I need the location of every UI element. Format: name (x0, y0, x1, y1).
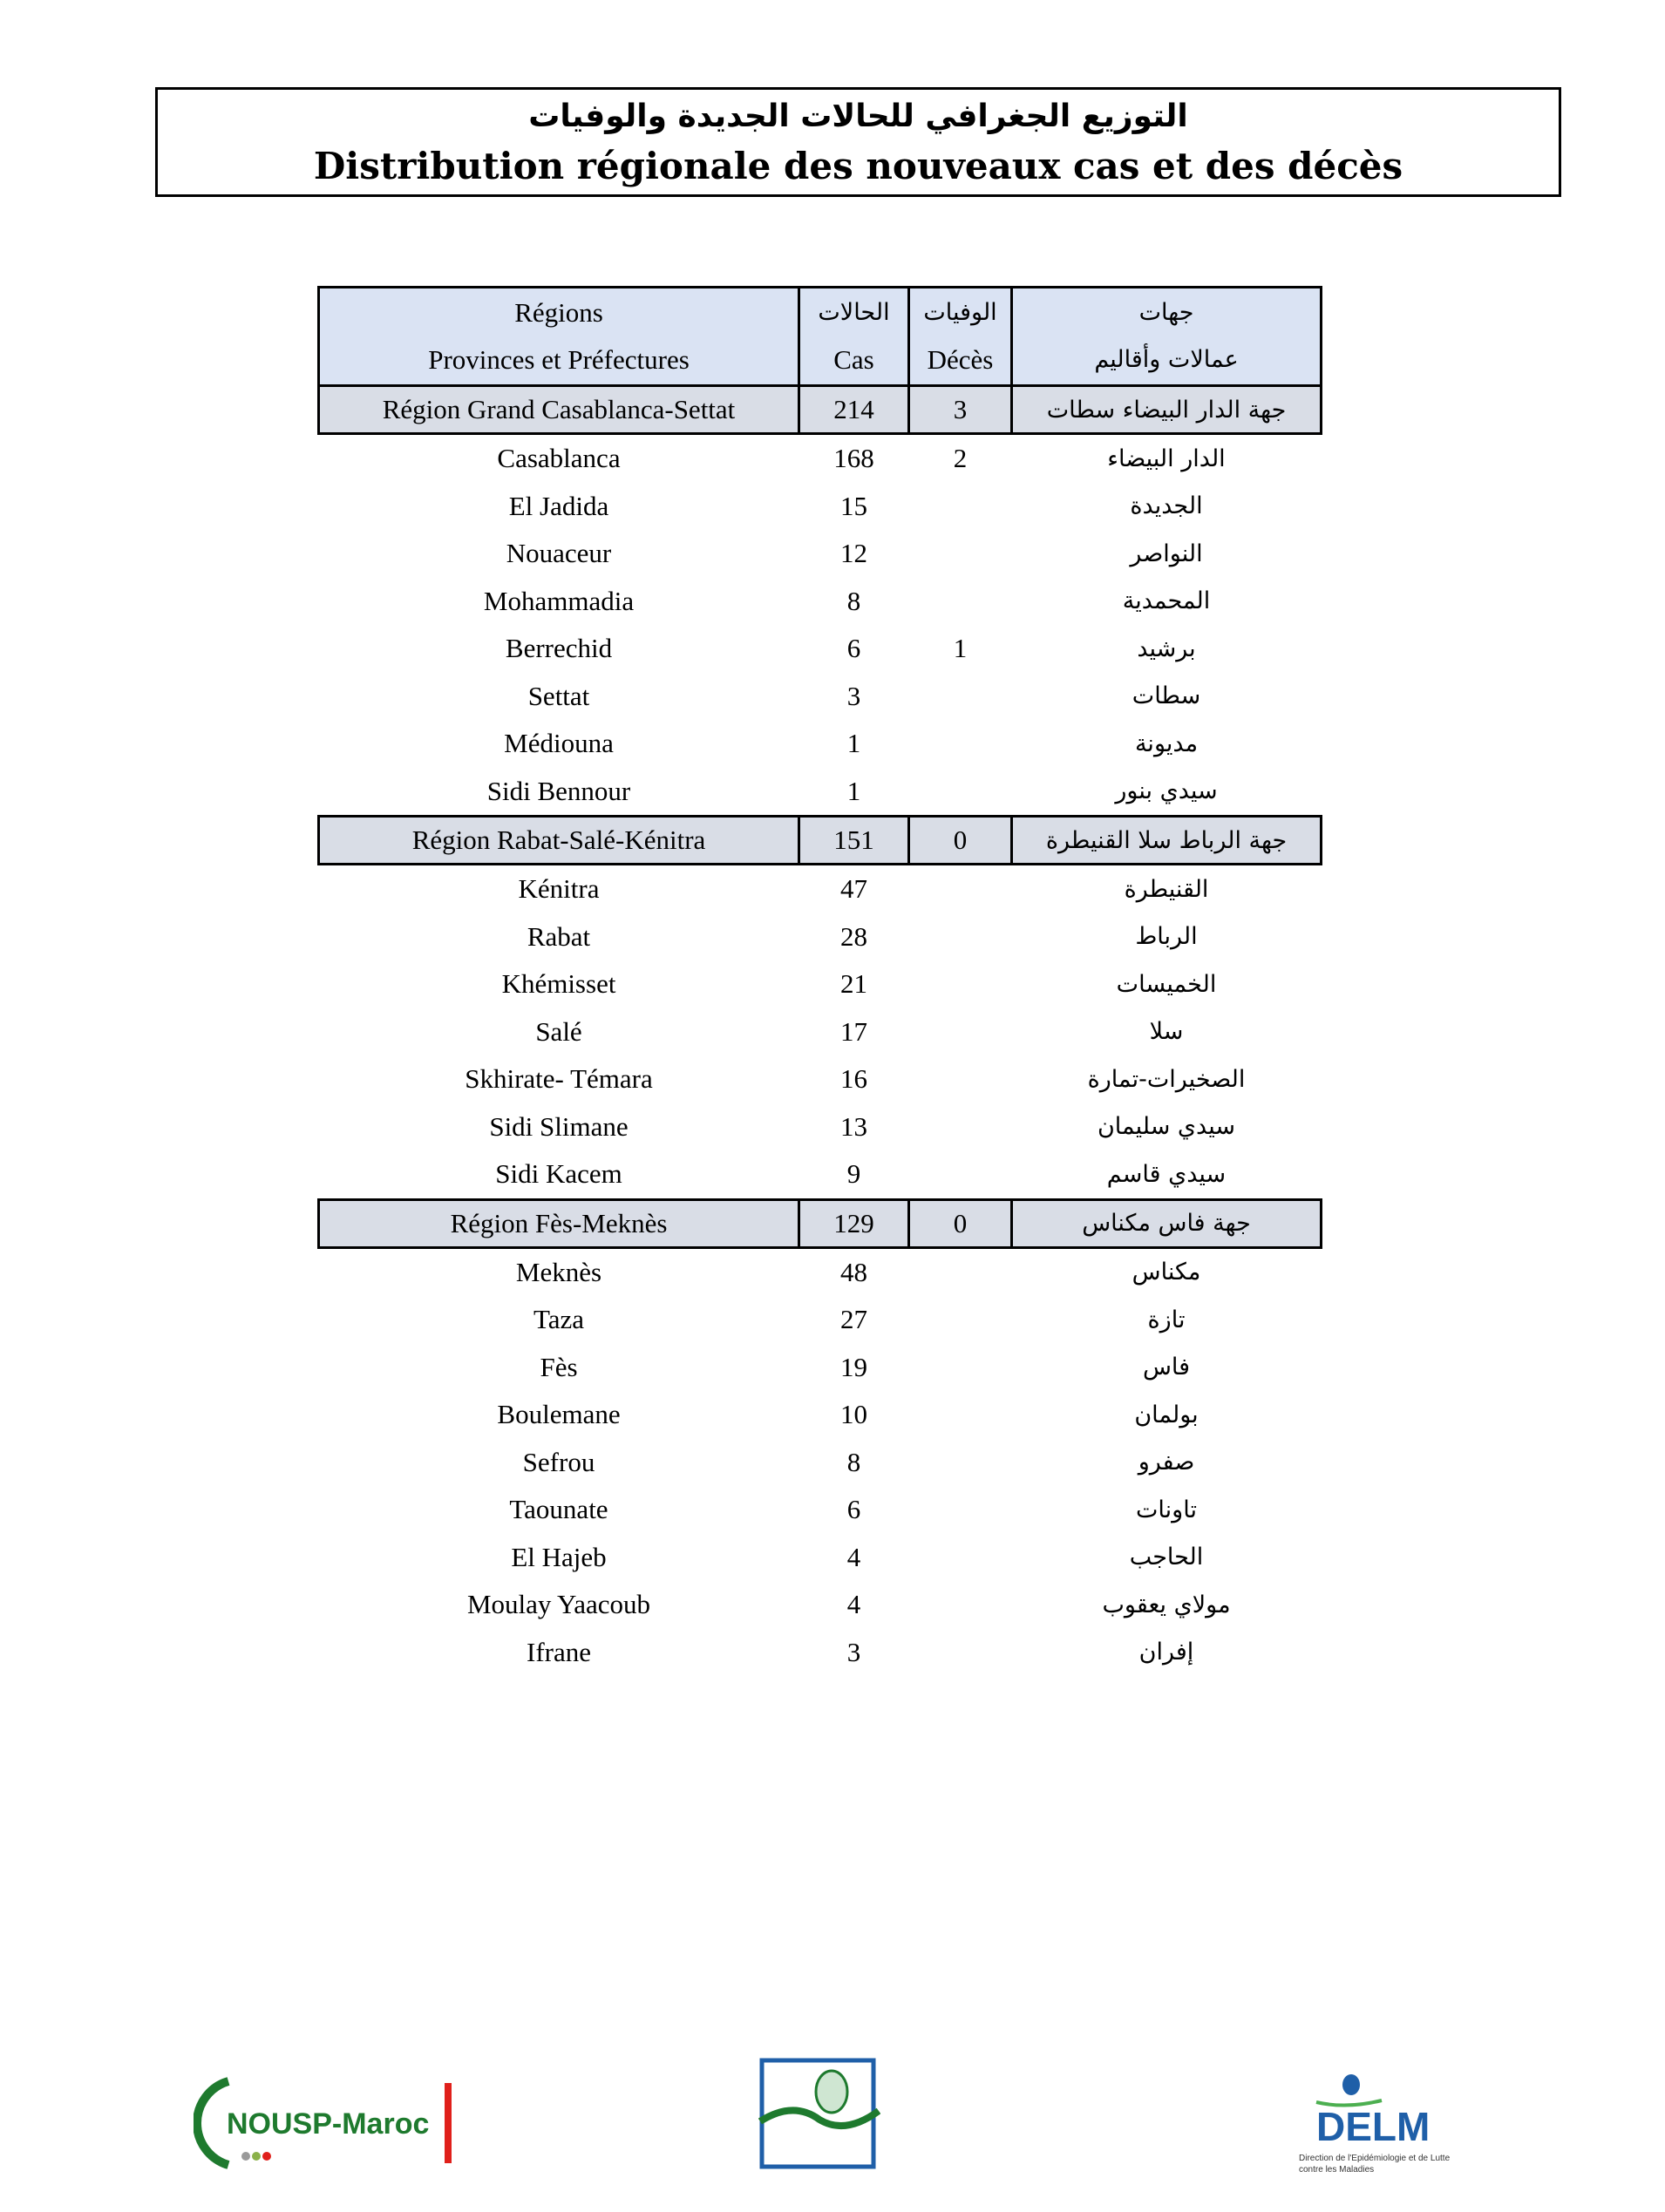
province-deaths: 2 (953, 443, 968, 474)
province-name-ar: الصخيرات-تمارة (1087, 1065, 1246, 1093)
province-name-ar: صفرو (1138, 1449, 1195, 1476)
province-row (319, 1008, 1322, 1056)
province-name-ar: مكناس (1132, 1259, 1201, 1286)
province-name-fr: Taza (533, 1304, 585, 1335)
title-french: Distribution régionale des nouveaux cas et des décès (313, 145, 1403, 187)
province-row (319, 1247, 1322, 1296)
province-deaths: 1 (953, 633, 968, 664)
region-name-fr: Région Grand Casablanca-Settat (319, 386, 799, 434)
province-deaths (909, 1055, 1012, 1103)
header-regions-fr (319, 288, 799, 386)
province-cases: 27 (840, 1304, 867, 1335)
province-cases: 9 (846, 1158, 861, 1190)
province-name-ar: برشيد (1137, 634, 1196, 662)
province-cases: 47 (840, 873, 867, 905)
region-name-ar: جهة فاس مكناس (1012, 1199, 1322, 1247)
province-name-fr: Sidi Bennour (486, 775, 631, 806)
province-name-ar: فاس (1142, 1354, 1191, 1381)
province-deaths (909, 1296, 1012, 1344)
province-deaths (909, 1439, 1012, 1487)
province-row (319, 960, 1322, 1008)
province-deaths (909, 530, 1012, 578)
province-cases: 16 (840, 1063, 867, 1095)
province-cases: 13 (840, 1110, 867, 1142)
province-name-fr: Nouaceur (506, 538, 612, 569)
province-deaths (909, 1629, 1012, 1677)
province-deaths (909, 865, 1012, 913)
regional-distribution-table (317, 286, 1322, 1676)
province-name-ar: سيدي قاسم (1106, 1160, 1227, 1188)
province-cases: 6 (846, 633, 861, 664)
province-name-fr: Casablanca (497, 443, 621, 474)
province-cases: 12 (840, 538, 867, 569)
province-cases: 17 (840, 1015, 867, 1047)
province-deaths (909, 1344, 1012, 1392)
province-cases: 3 (846, 1636, 861, 1667)
footer-logos (0, 2066, 1665, 2212)
province-name-fr: Skhirate- Témara (465, 1063, 653, 1095)
province-name-fr: Sefrou (522, 1446, 595, 1477)
region-name-fr: Région Fès-Meknès (319, 1199, 799, 1247)
nousp-maroc-logo (194, 2074, 455, 2179)
province-name-ar: القنيطرة (1124, 875, 1209, 903)
delm-logo (1299, 2074, 1473, 2205)
province-name-fr: Mohammadia (483, 585, 635, 616)
province-cases: 10 (840, 1399, 867, 1430)
province-deaths (909, 1486, 1012, 1534)
region-deaths: 0 (909, 1199, 1012, 1247)
province-cases: 4 (846, 1589, 861, 1620)
header-label: Régions (514, 297, 603, 328)
province-deaths (909, 768, 1012, 817)
province-cases: 8 (846, 585, 861, 616)
province-name-ar: المحمدية (1122, 587, 1211, 615)
province-name-ar: سيدي سليمان (1097, 1113, 1236, 1141)
province-deaths (909, 1103, 1012, 1151)
province-name-fr: Khémisset (501, 968, 616, 1000)
region-cases: 151 (799, 817, 909, 865)
province-deaths (909, 720, 1012, 768)
header-label: عمالات وأقاليم (1094, 346, 1239, 373)
province-name-ar: الحاجب (1129, 1544, 1204, 1571)
province-name-ar: إفران (1138, 1639, 1194, 1666)
header-label: Décès (927, 344, 994, 375)
region-name-ar: جهة الرباط سلا القنيطرة (1012, 817, 1322, 865)
ministry-logo (758, 2057, 880, 2170)
province-name-fr: Salé (535, 1015, 582, 1047)
province-name-fr: Sidi Slimane (489, 1110, 629, 1142)
province-name-ar: الدار البيضاء (1107, 444, 1226, 472)
region-name-fr: Région Rabat-Salé-Kénitra (319, 817, 799, 865)
province-row (319, 1486, 1322, 1534)
header-label: Provinces et Préfectures (428, 344, 690, 375)
header-label: Cas (833, 344, 874, 375)
province-cases: 6 (846, 1494, 861, 1525)
header-label: الوفيات (923, 299, 997, 326)
title-box (155, 87, 1561, 197)
province-deaths (909, 1247, 1012, 1296)
province-name-fr: Boulemane (497, 1399, 621, 1430)
province-cases: 15 (840, 490, 867, 521)
province-cases: 1 (846, 775, 861, 806)
region-row (319, 386, 1322, 434)
province-row (319, 625, 1322, 673)
province-deaths (909, 960, 1012, 1008)
province-row (319, 1103, 1322, 1151)
province-deaths (909, 913, 1012, 961)
province-row (319, 483, 1322, 531)
header-cases (799, 288, 909, 386)
province-name-ar: الجديدة (1130, 492, 1203, 520)
header-deaths (909, 288, 1012, 386)
title-arabic: التوزيع الجغرافي للحالات الجديدة والوفيات (528, 98, 1188, 134)
province-name-fr: Fès (540, 1351, 578, 1382)
province-deaths (909, 1581, 1012, 1629)
province-name-fr: Sidi Kacem (495, 1158, 622, 1190)
province-name-fr: Taounate (509, 1494, 608, 1525)
province-name-ar: سيدي بنور (1115, 777, 1218, 805)
province-row (319, 1344, 1322, 1392)
province-deaths (909, 483, 1012, 531)
region-cases: 129 (799, 1199, 909, 1247)
province-row (319, 673, 1322, 721)
province-deaths (909, 1391, 1012, 1439)
province-cases: 19 (840, 1351, 867, 1382)
region-row (319, 817, 1322, 865)
province-name-ar: مديونة (1134, 729, 1199, 757)
table-header-row (319, 288, 1322, 386)
province-deaths (909, 1150, 1012, 1199)
province-row (319, 1391, 1322, 1439)
province-deaths (909, 1008, 1012, 1056)
province-row (319, 1055, 1322, 1103)
province-deaths (909, 1534, 1012, 1582)
province-cases: 168 (833, 443, 874, 474)
delm-logo-text: DELM (1316, 2104, 1431, 2149)
province-cases: 1 (846, 728, 861, 759)
province-name-fr: Berrechid (505, 633, 613, 664)
province-name-ar: سطات (1132, 682, 1201, 710)
province-name-ar: مولاي يعقوب (1102, 1591, 1231, 1618)
nousp-logo-text: NOUSP-Maroc (227, 2107, 430, 2141)
province-name-ar: سلا (1149, 1018, 1184, 1046)
region-deaths: 0 (909, 817, 1012, 865)
province-row (319, 578, 1322, 626)
province-name-fr: Settat (527, 680, 590, 711)
province-name-ar: تازة (1147, 1306, 1186, 1333)
province-cases: 48 (840, 1256, 867, 1287)
region-name-ar: جهة الدار البيضاء سطات (1012, 386, 1322, 434)
province-name-fr: Ifrane (527, 1636, 591, 1667)
province-row (319, 1534, 1322, 1582)
header-label: الحالات (818, 299, 890, 326)
region-deaths: 3 (909, 386, 1012, 434)
province-row (319, 1150, 1322, 1199)
province-name-fr: Kénitra (518, 873, 600, 905)
delm-logo-subtitle: Direction de l'Epidémiologie et de Lutte contre les Maladies (1299, 2154, 1451, 2175)
province-row (319, 1629, 1322, 1677)
province-row (319, 865, 1322, 913)
province-name-fr: El Hajeb (511, 1541, 607, 1572)
header-regions-ar (1012, 288, 1322, 386)
province-name-ar: الخميسات (1116, 970, 1217, 998)
province-cases: 4 (846, 1541, 861, 1572)
province-name-fr: El Jadida (508, 490, 609, 521)
province-cases: 8 (846, 1446, 861, 1477)
province-name-ar: النواصر (1130, 539, 1203, 567)
province-name-fr: Rabat (527, 920, 591, 952)
province-row (319, 1581, 1322, 1629)
province-row (319, 768, 1322, 817)
province-row (319, 1439, 1322, 1487)
province-name-fr: Meknès (515, 1256, 602, 1287)
province-name-ar: تاونات (1136, 1496, 1197, 1523)
province-cases: 3 (846, 680, 861, 711)
province-row (319, 530, 1322, 578)
province-cases: 21 (840, 968, 867, 1000)
province-name-fr: Moulay Yaacoub (466, 1589, 651, 1620)
province-name-ar: الرباط (1135, 923, 1198, 951)
province-name-ar: بولمان (1134, 1401, 1199, 1428)
province-deaths (909, 578, 1012, 626)
province-name-fr: Médiouna (504, 728, 614, 759)
province-cases: 28 (840, 920, 867, 952)
header-label: جهات (1138, 299, 1194, 326)
region-cases: 214 (799, 386, 909, 434)
province-row (319, 913, 1322, 961)
province-deaths (909, 673, 1012, 721)
region-row (319, 1199, 1322, 1247)
province-row (319, 1296, 1322, 1344)
province-row (319, 720, 1322, 768)
province-row (319, 434, 1322, 483)
